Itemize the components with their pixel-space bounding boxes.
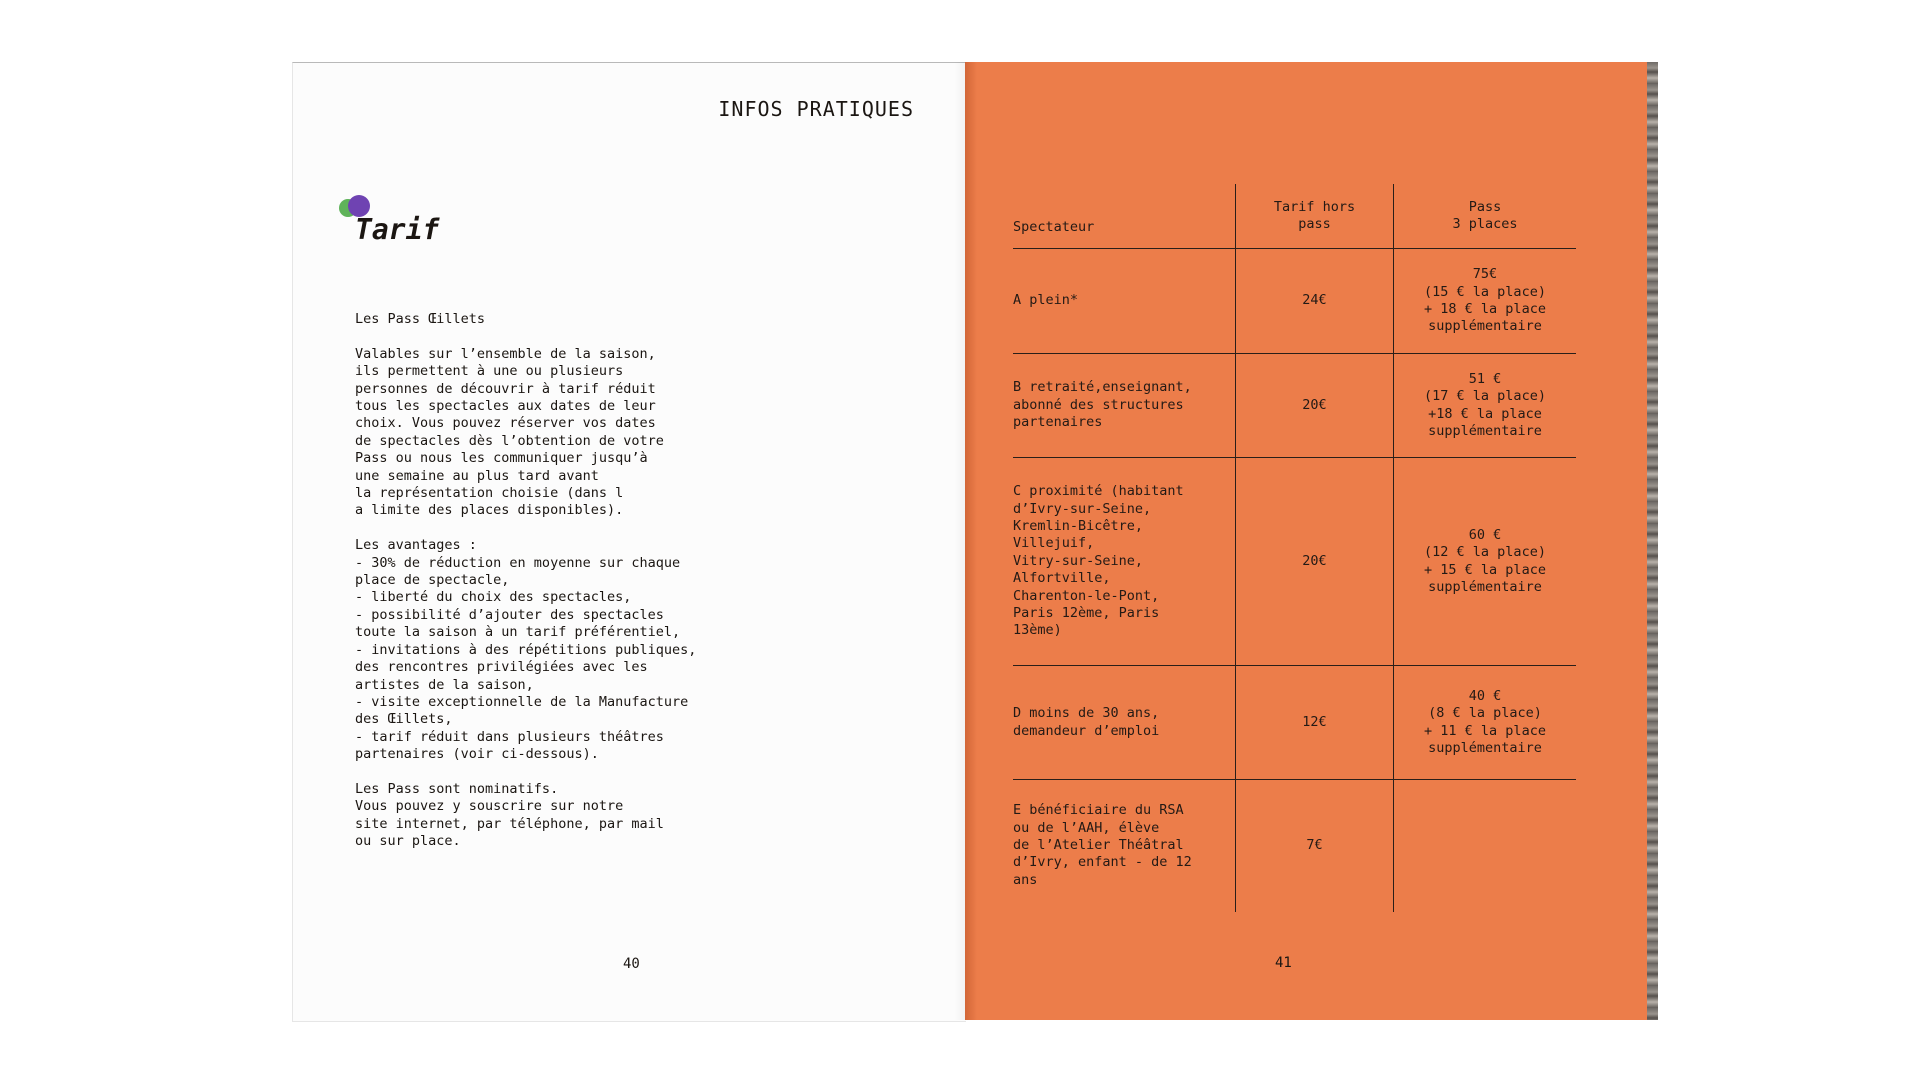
table-row: [1013, 780, 1576, 912]
body-text: [355, 311, 915, 868]
right-page: [965, 62, 1655, 1020]
cell-pass: 75€ (15 € la place) + 18 € la place supplémentaire: [1394, 249, 1577, 354]
cell-spectateur: C proximité (habitant d’Ivry-sur-Seine, Kremlin-Bicêtre, Villejuif, Vitry-sur-Seine, Alfortville, Charenton-le-Pont, Paris 12ème, Paris 13ème): [1013, 458, 1236, 666]
table-row: [1013, 249, 1576, 354]
header-pass: Pass 3 places: [1394, 184, 1577, 249]
table-row: [1013, 458, 1576, 666]
left-page: [292, 62, 966, 1022]
page-number-right: 41: [1275, 955, 1292, 971]
cell-tarif: 7€: [1236, 780, 1394, 912]
page-stack-edge: [1647, 62, 1658, 1020]
table-row: [1013, 666, 1576, 780]
price-table: [1013, 184, 1576, 912]
cell-spectateur: B retraité,enseignant, abonné des structures partenaires: [1013, 354, 1236, 458]
gutter-shade: [965, 62, 977, 1020]
header-spectateur: Spectateur: [1013, 184, 1236, 249]
page-number-left: 40: [623, 956, 640, 972]
cell-pass: 40 € (8 € la place) + 11 € la place supplémentaire: [1394, 666, 1577, 780]
cell-spectateur: A plein*: [1013, 249, 1236, 354]
cell-spectateur: E bénéficiaire du RSA ou de l’AAH, élève de l’Atelier Théâtral d’Ivry, enfant - de 12 ans: [1013, 802, 1192, 888]
cell-pass: 60 € (12 € la place) + 15 € la place supplémentaire: [1394, 458, 1577, 666]
cell-spectateur: D moins de 30 ans, demandeur d’emploi: [1013, 666, 1236, 780]
cell-tarif: 20€: [1236, 458, 1394, 666]
header-tarif: Tarif hors pass: [1236, 184, 1394, 249]
cell-tarif: 24€: [1236, 249, 1394, 354]
paragraph-advantages: Les avantages : - 30% de réduction en moyenne sur chaque place de spectacle, - liberté du choix des spectacles, - possibilité d’ajouter des spectacles toute la saison à un tarif préférentiel, - invitations à des répétitions publiques, des rencontres privilégiées avec les artistes de la saison, - visite exceptionnelle de la Manufacture des Œillets, - tarif réduit dans plusieurs théâtres partenaires (voir ci-dessous).: [355, 537, 697, 763]
section-title: Tarif: [355, 213, 440, 246]
cell-pass: 51 € (17 € la place) +18 € la place supplémentaire: [1394, 354, 1577, 458]
table-row: [1013, 354, 1576, 458]
paragraph-pass-title: Les Pass Œillets: [355, 311, 486, 327]
cell-tarif: 20€: [1236, 354, 1394, 458]
cell-pass: [1394, 780, 1577, 912]
table-header-row: [1013, 184, 1576, 249]
paragraph-subscription: Les Pass sont nominatifs. Vous pouvez y souscrire sur notre site internet, par téléphone, par mail ou sur place.: [355, 780, 664, 850]
section-header: INFOS PRATIQUES: [718, 97, 914, 121]
brochure-spread: [292, 62, 1658, 1020]
cell-tarif: 12€: [1236, 666, 1394, 780]
paragraph-description: Valables sur l’ensemble de la saison, ils permettent à une ou plusieurs personnes de découvrir à tarif réduit tous les spectacles aux dates de leur choix. Vous pouvez réserver vos dates de spectacles dès l’obtention de votre Pass ou nous les communiquer jusqu’à une semaine au plus tard avant la représentation choisie (dans l a limite des places disponibles).: [355, 345, 664, 519]
